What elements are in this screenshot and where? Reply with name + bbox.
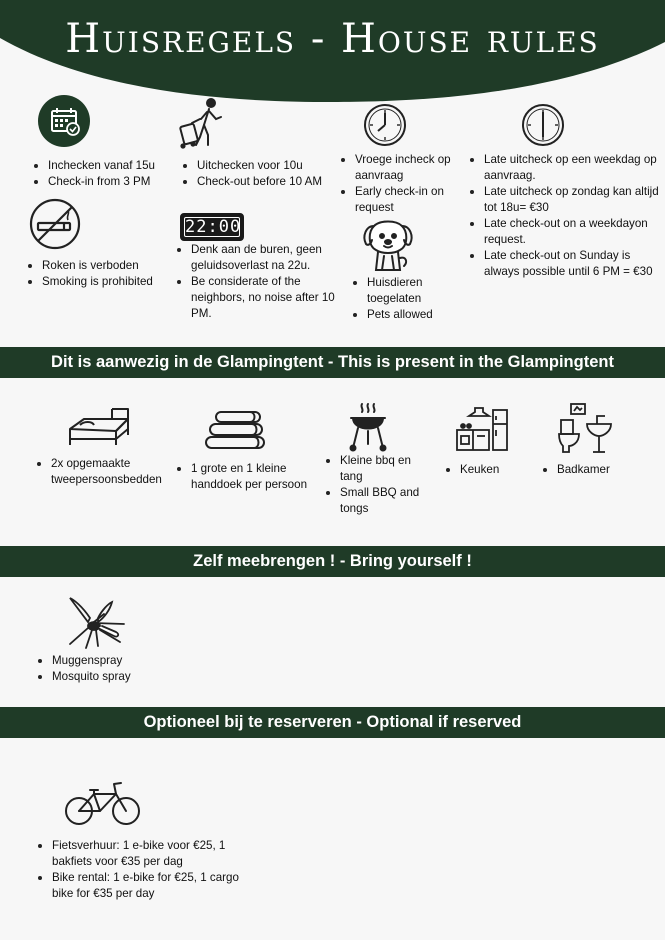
list-item: Denk aan de buren, geen geluidsoverlast na 22u. bbox=[173, 242, 345, 274]
optional-section-title: Optioneel bij te reserveren - Optional if reserved bbox=[0, 707, 665, 738]
mosquito-list bbox=[34, 653, 174, 685]
list-item: Late check-out on Sunday is always possible until 6 PM = €30 bbox=[466, 248, 661, 280]
list-item: Be considerate of the neighbors, no noise after 10 PM. bbox=[173, 274, 345, 322]
list-item: Bike rental: 1 e-bike for €25, 1 cargo bike for €35 per day bbox=[34, 870, 239, 902]
bbq-icon bbox=[348, 402, 388, 452]
list-item: Muggenspray bbox=[34, 653, 174, 669]
list-item: Uitchecken voor 10u bbox=[179, 158, 329, 174]
list-item: Smoking is prohibited bbox=[24, 274, 174, 290]
list-item: Late uitcheck op zondag kan altijd tot 18u= €30 bbox=[466, 184, 661, 216]
list-item: Roken is verboden bbox=[24, 258, 174, 274]
digital-clock-icon bbox=[180, 213, 244, 241]
bathroom-icon bbox=[557, 402, 613, 454]
calendar-icon bbox=[38, 95, 90, 147]
towels-icon bbox=[204, 410, 268, 450]
smoking-list bbox=[24, 258, 174, 290]
list-item: Huisdieren toegelaten bbox=[349, 275, 469, 307]
kitchen-icon bbox=[455, 406, 509, 452]
header bbox=[0, 0, 665, 105]
bathroom-list bbox=[539, 462, 639, 478]
list-item: Check-in from 3 PM bbox=[30, 174, 170, 190]
list-item: Late check-out on a weekdayon request. bbox=[466, 216, 661, 248]
no-smoking-icon bbox=[28, 197, 82, 251]
early-checkin-list bbox=[337, 152, 467, 216]
checkout-list bbox=[179, 158, 329, 190]
page-title: Huisregels - House rules bbox=[65, 16, 600, 62]
list-item: Keuken bbox=[442, 462, 522, 478]
list-item: Fietsverhuur: 1 e-bike voor €25, 1 bakfiets voor €35 per dag bbox=[34, 838, 239, 870]
pets-list bbox=[349, 275, 469, 323]
list-item: 1 grote en 1 kleine handdoek per persoon bbox=[173, 461, 323, 493]
towels-list bbox=[173, 461, 323, 493]
digital-clock-time: 22:00 bbox=[185, 217, 242, 237]
late-checkout-list bbox=[466, 152, 661, 280]
list-item: Vroege incheck op aanvraag bbox=[337, 152, 467, 184]
mosquito-icon bbox=[64, 596, 126, 650]
checkin-list bbox=[30, 158, 170, 190]
list-item: Small BBQ and tongs bbox=[322, 485, 432, 517]
clock-early-icon bbox=[363, 103, 407, 147]
dog-icon bbox=[360, 218, 416, 276]
list-item: Badkamer bbox=[539, 462, 639, 478]
bbq-list bbox=[322, 453, 432, 517]
bring-section-title: Zelf meebrengen ! - Bring yourself ! bbox=[0, 546, 665, 577]
bicycle-icon bbox=[64, 780, 142, 828]
list-item: 2x opgemaakte tweepersoonsbedden bbox=[33, 456, 173, 488]
list-item: Kleine bbq en tang bbox=[322, 453, 432, 485]
list-item: Late uitcheck op een weekdag op aanvraag. bbox=[466, 152, 661, 184]
list-item: Early check-in on request bbox=[337, 184, 467, 216]
kitchen-list bbox=[442, 462, 522, 478]
list-item: Inchecken vanaf 15u bbox=[30, 158, 170, 174]
noise-list bbox=[173, 242, 345, 322]
clock-late-icon bbox=[521, 103, 565, 147]
list-item: Pets allowed bbox=[349, 307, 469, 323]
present-section-title: Dit is aanwezig in de Glampingtent - This is present in the Glampingtent bbox=[0, 347, 665, 378]
traveler-luggage-icon bbox=[178, 97, 226, 149]
bed-icon bbox=[66, 405, 130, 447]
beds-list bbox=[33, 456, 173, 488]
list-item: Mosquito spray bbox=[34, 669, 174, 685]
bike-list bbox=[34, 838, 239, 902]
list-item: Check-out before 10 AM bbox=[179, 174, 329, 190]
